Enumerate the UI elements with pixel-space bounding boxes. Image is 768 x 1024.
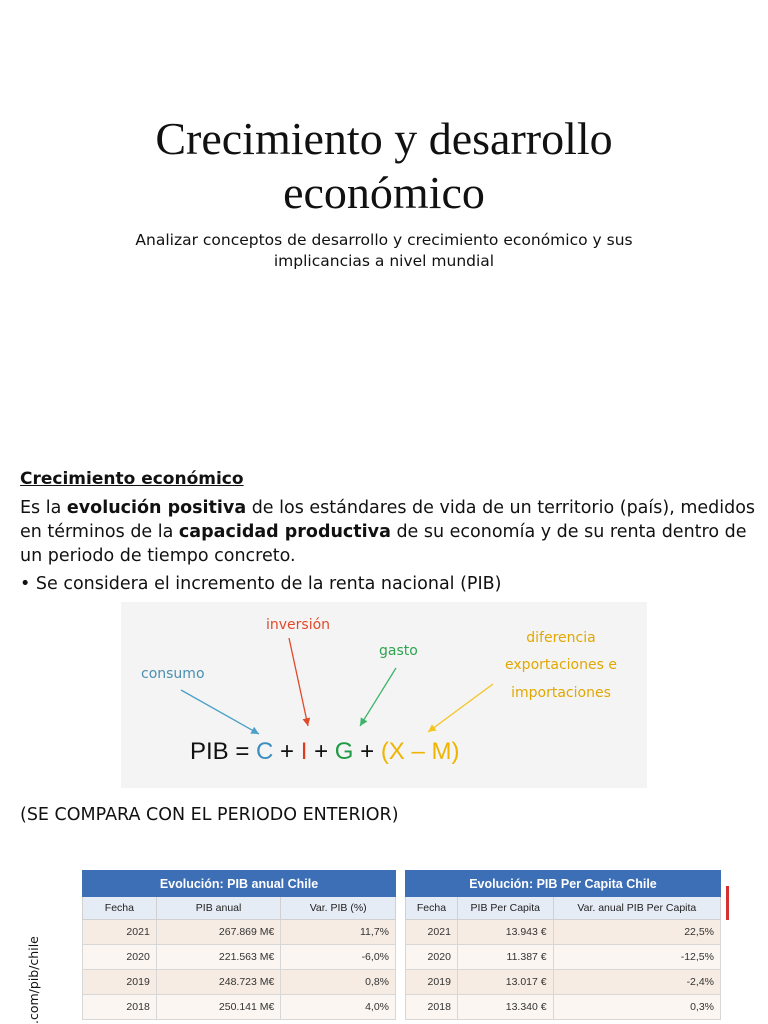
table-cell: -2,4%: [553, 970, 720, 995]
table-row: [406, 995, 721, 1020]
table-cell: 2021: [406, 920, 458, 945]
col-header: PIB anual: [156, 897, 281, 920]
label-gasto: gasto: [379, 643, 418, 659]
label-diferencia-2: exportaciones e: [505, 657, 617, 673]
table-cell: 2020: [406, 945, 458, 970]
scroll-marker: [726, 886, 729, 920]
table-cell: 2018: [83, 995, 157, 1020]
col-header: Fecha: [406, 897, 458, 920]
table-row: [406, 945, 721, 970]
table-row: [83, 920, 396, 945]
para-bold-2: capacidad productiva: [178, 522, 391, 542]
table-row: [83, 995, 396, 1020]
table-cell: -12,5%: [553, 945, 720, 970]
table-pc-title: Evolución: PIB Per Capita Chile: [406, 871, 721, 897]
table-cell: 221.563 M€: [156, 945, 281, 970]
para-text-1: Es la: [20, 498, 67, 518]
table-pib-per-capita: [405, 870, 721, 1020]
growth-section: [20, 466, 760, 596]
table-cell: 0,3%: [553, 995, 720, 1020]
eq-xm: (X – M): [380, 738, 460, 765]
eq-pib: PIB: [190, 738, 229, 765]
definition-paragraph: [20, 496, 760, 568]
slide-subtitle-line2: implicancias a nivel mundial: [273, 252, 495, 270]
label-diferencia-3: importaciones: [511, 685, 611, 701]
col-header: Var. anual PIB Per Capita: [553, 897, 720, 920]
label-inversion: inversión: [266, 617, 331, 633]
eq-c: C: [256, 738, 274, 765]
compare-note: (SE COMPARA CON EL PERIODO ENTERIOR): [20, 805, 399, 825]
pib-equation: [190, 738, 459, 765]
table-row: [83, 945, 396, 970]
slide-subtitle: [110, 230, 658, 272]
arrow-consumo: [181, 690, 259, 734]
arrow-inversion: [289, 638, 308, 726]
table-cell: 267.869 M€: [156, 920, 281, 945]
table-cell: 13.943 €: [457, 920, 553, 945]
table-row: [406, 920, 721, 945]
arrow-gasto: [360, 668, 396, 726]
table-cell: 13.017 €: [457, 970, 553, 995]
table-cell: 2018: [406, 995, 458, 1020]
table-row: [83, 970, 396, 995]
table-cell: 4,0%: [281, 995, 396, 1020]
arrow-diferencia: [428, 684, 493, 732]
table-cell: -6,0%: [281, 945, 396, 970]
slide-title-line2: económico: [283, 167, 485, 218]
table-cell: 11,7%: [281, 920, 396, 945]
table-pib-title: Evolución: PIB anual Chile: [83, 871, 396, 897]
table-cell: 2019: [83, 970, 157, 995]
eq-plus-2: +: [307, 738, 335, 765]
para-bold-1: evolución positiva: [66, 498, 247, 518]
section-title: Crecimiento económico: [20, 469, 244, 489]
table-cell: 22,5%: [553, 920, 720, 945]
table-pib-anual: [82, 870, 396, 1020]
table-cell: 248.723 M€: [156, 970, 281, 995]
table-cell: 13.340 €: [457, 995, 553, 1020]
slide-subtitle-line1: Analizar conceptos de desarrollo y crecimiento económico y sus: [135, 231, 633, 249]
col-header: PIB Per Capita: [457, 897, 553, 920]
label-diferencia-1: diferencia: [526, 630, 596, 646]
eq-equals: =: [228, 738, 257, 765]
table-cell: 2021: [83, 920, 157, 945]
slide-title: [0, 112, 768, 220]
eq-plus-1: +: [273, 738, 301, 765]
pib-formula-diagram: [121, 602, 647, 788]
table-row: [406, 970, 721, 995]
eq-i: I: [300, 738, 308, 765]
table-cell: 250.141 M€: [156, 995, 281, 1020]
col-header: Var. PIB (%): [281, 897, 396, 920]
eq-g: G: [334, 738, 354, 765]
label-consumo: consumo: [141, 666, 205, 682]
table-cell: 11.387 €: [457, 945, 553, 970]
slide-title-line1: Crecimiento y desarrollo: [155, 113, 613, 164]
table-cell: 2020: [83, 945, 157, 970]
table-cell: 2019: [406, 970, 458, 995]
para-text-2: de los estándares de vida de un territorio (país), medidos en términos de la: [20, 498, 756, 542]
vertical-source-url: [26, 936, 46, 1024]
vertical-source-text: .com/pib/chile: [26, 936, 41, 1024]
pib-formula-svg: [121, 602, 647, 788]
para-text-3: de su economía y de su renta dentro de un periodo de tiempo concreto.: [20, 522, 747, 566]
table-cell: 0,8%: [281, 970, 396, 995]
title-slide: [0, 0, 768, 430]
eq-plus-3: +: [353, 738, 381, 765]
bullet-pib: • Se considera el incremento de la renta nacional (PIB): [20, 574, 502, 594]
col-header: Fecha: [83, 897, 157, 920]
